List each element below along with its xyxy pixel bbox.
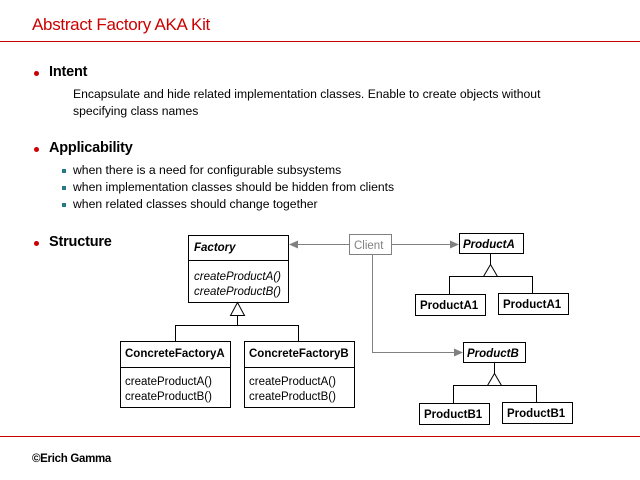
slide-title: Abstract Factory AKA Kit xyxy=(32,15,210,34)
product-b-inheritance-branch xyxy=(454,386,537,404)
product-a1-right-name: ProductA1 xyxy=(503,299,562,311)
product-b1-left-name: ProductB1 xyxy=(424,409,483,421)
concrete-factory-b-method-b: createProductB() xyxy=(249,391,336,403)
concrete-factory-a-name: ConcreteFactoryA xyxy=(125,348,225,360)
concrete-factory-a-method-b: createProductB() xyxy=(125,391,212,403)
product-b1-right-name: ProductB1 xyxy=(507,408,566,420)
footer-rule xyxy=(0,436,640,437)
copyright: ©Erich Gamma xyxy=(32,453,112,465)
arrowhead-to-factory xyxy=(289,241,298,249)
concrete-factory-b-method-a: createProductA() xyxy=(249,376,336,388)
intent-heading: Intent xyxy=(49,64,88,80)
product-b-name: ProductB xyxy=(467,348,519,360)
factory-method-b: createProductB() xyxy=(194,286,281,298)
product-a1-left-name: ProductA1 xyxy=(420,300,479,312)
applicability-item-2: when implementation classes should be hidden from clients xyxy=(73,180,395,194)
client-label: Client xyxy=(354,240,384,252)
factory-inheritance-triangle xyxy=(231,303,245,316)
concrete-factory-b-name: ConcreteFactoryB xyxy=(249,348,349,360)
applicability-item-3: when related classes should change together xyxy=(73,197,318,211)
intent-line-2: specifying class names xyxy=(73,104,199,118)
factory-name: Factory xyxy=(194,242,236,254)
arrowhead-to-product-a xyxy=(450,241,459,249)
arrowhead-to-product-b xyxy=(454,349,463,357)
structure-heading: Structure xyxy=(49,234,112,250)
product-b-inheritance-triangle xyxy=(488,374,502,386)
applicability-item-1: when there is a need for configurable subsystems xyxy=(73,163,342,177)
applicability-heading: Applicability xyxy=(49,140,133,156)
concrete-factory-a-method-a: createProductA() xyxy=(125,376,212,388)
product-a-inheritance-triangle xyxy=(484,265,498,277)
factory-inheritance-branch xyxy=(176,326,299,342)
factory-method-a: createProductA() xyxy=(194,271,281,283)
product-a-inheritance-branch xyxy=(450,277,533,295)
product-a-name: ProductA xyxy=(463,239,515,251)
intent-line-1: Encapsulate and hide related implementation classes. Enable to create objects without xyxy=(73,87,541,101)
